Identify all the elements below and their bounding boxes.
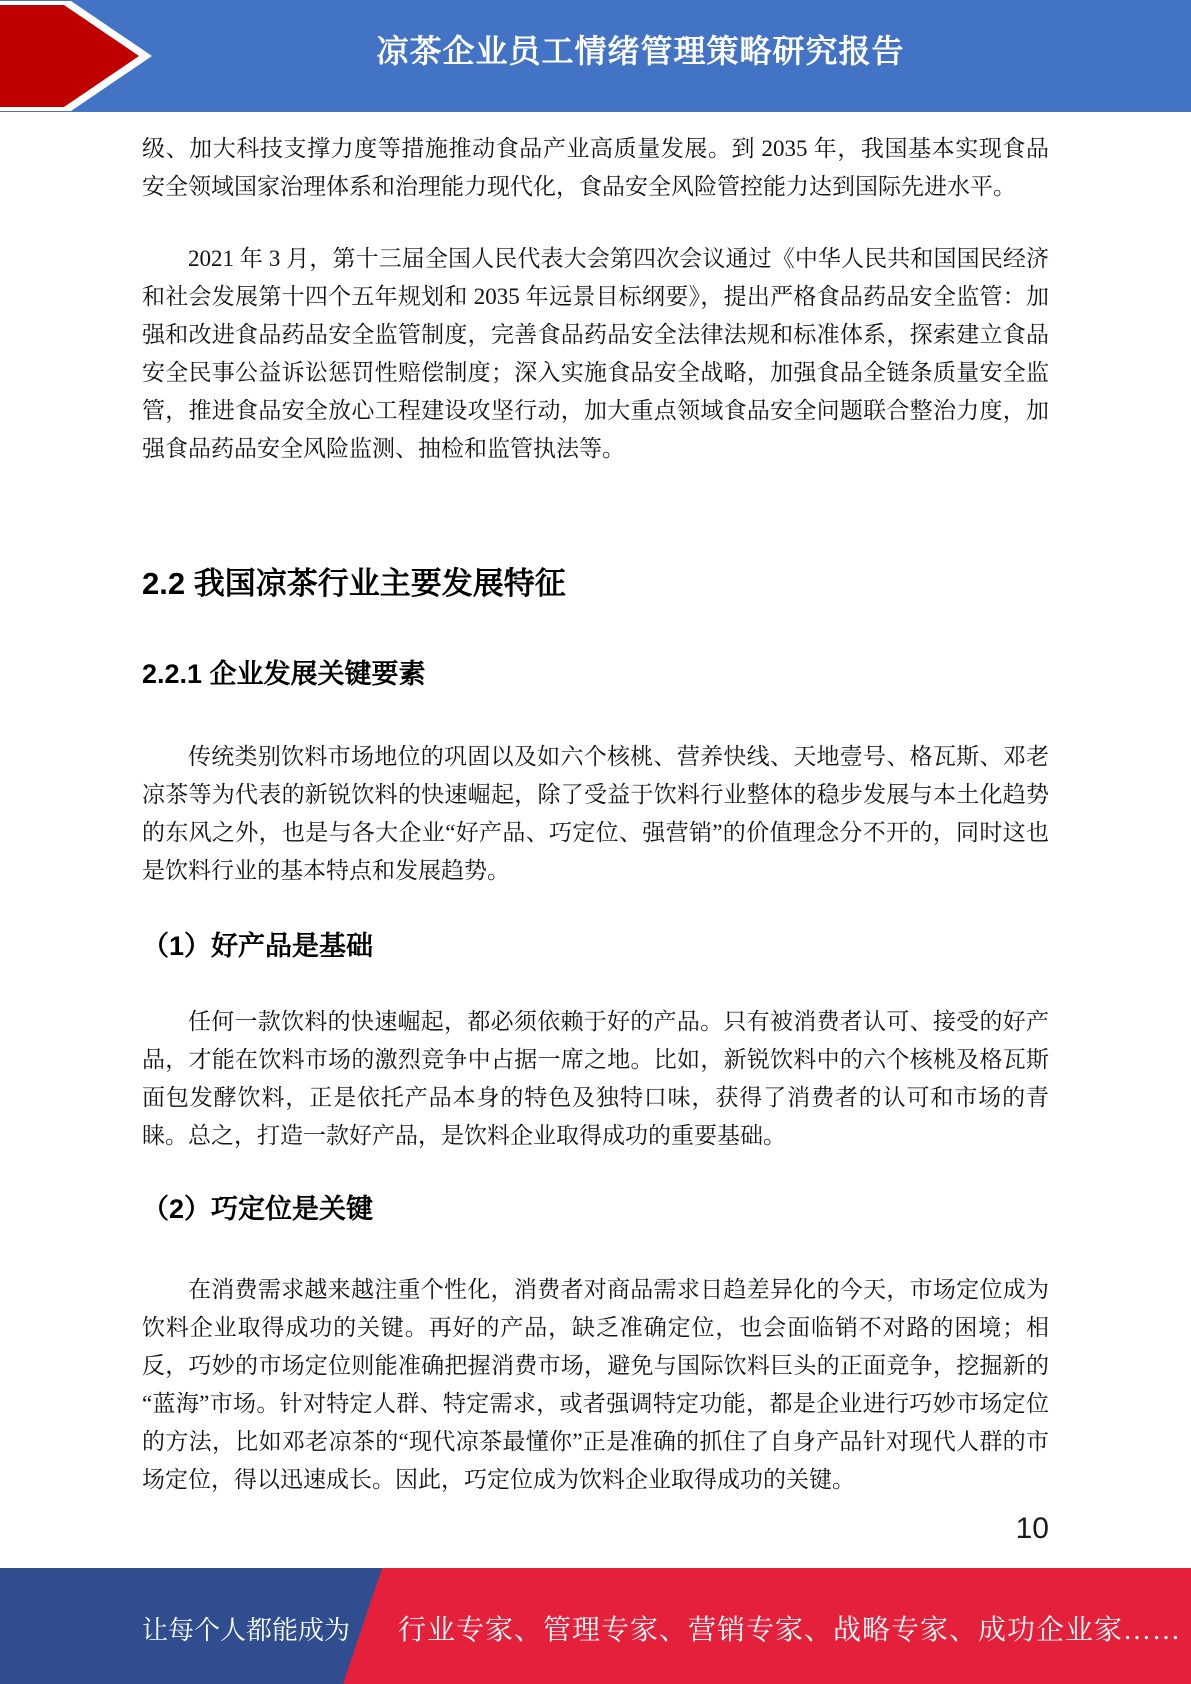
page-header — [0, 0, 1191, 112]
body-paragraph-key-factors: 传统类别饮料市场地位的巩固以及如六个核桃、营养快线、天地壹号、格瓦斯、邓老凉茶等为代表的新锐饮料的快速崛起，除了受益于饮料行业整体的稳步发展与本土化趋势的东风之外，也是与各大企业“好产品、巧定位、强营销”的价值理念分不开的，同时这也是饮料行业的基本特点和发展趋势。 — [142, 744, 1049, 883]
point-heading-positioning: （2）巧定位是关键 — [142, 1194, 374, 1224]
footer-slogan-left: 让每个人都能成为 — [141, 1616, 350, 1645]
point-heading-good-product: （1）好产品是基础 — [142, 931, 374, 961]
body-paragraph-continued: 级、加大科技支撑力度等措施推动食品产业高质量发展。到 2035 年，我国基本实现食品安全领域国家治理体系和治理能力现代化，食品安全风险管控能力达到国际先进水平。 — [142, 136, 1049, 199]
body-paragraph-positioning: 在消费需求越来越注重个性化，消费者对商品需求日趋差异化的今天，市场定位成为饮料企业取得成功的关键。再好的产品，缺乏准确定位，也会面临销不对路的困境；相反，巧妙的市场定位则能准确把握消费市场，避免与国际饮料巨头的正面竞争，挖掘新的“蓝海”市场。针对特定人群、特定需求，或者强调特定功能，都是企业进行巧妙市场定位的方法，比如邓老凉茶的“现代凉茶最懂你”正是准确的抓住了自身产品针对现代人群的市场定位，得以迅速成长。因此，巧定位成为饮料企业取得成功的关键。 — [142, 1277, 1049, 1492]
section-heading-2-2: 2.2 我国凉茶行业主要发展特征 — [142, 566, 566, 601]
subsection-heading-2-2-1: 2.2.1 企业发展关键要素 — [142, 659, 426, 689]
body-paragraph-good-product: 任何一款饮料的快速崛起，都必须依赖于好的产品。只有被消费者认可、接受的好产品，才能在饮料市场的激烈竞争中占据一席之地。比如，新锐饮料中的六个核桃及格瓦斯面包发酵饮料，正是依托产品本身的特色及独特口味，获得了消费者的认可和市场的青睐。总之，打造一款好产品，是饮料企业取得成功的重要基础。 — [142, 1009, 1049, 1148]
report-title: 凉茶企业员工情绪管理策略研究报告 — [376, 33, 905, 69]
page-footer — [0, 1568, 1191, 1684]
body-paragraph-policy: 2021 年 3 月，第十三届全国人民代表大会第四次会议通过《中华人民共和国国民经济和社会发展第十四个五年规划和 2035 年远景目标纲要》，提出严格食品药品安全监管：加强和改进食品药品安全监管制度，完善食品药品安全法律法规和标准体系，探索建立食品安全民事公益诉讼惩罚性赔偿制度；深入实施食品安全战略，加强食品全链条质量安全监管，推进食品安全放心工程建设攻坚行动，加大重点领域食品安全问题联合整治力度，加强食品药品安全风险监测、抽检和监管执法等。 — [142, 246, 1049, 461]
page-number: 10 — [1015, 1512, 1049, 1545]
footer-slogan-right: 行业专家、管理专家、营销专家、战略专家、成功企业家…… — [398, 1615, 1182, 1646]
